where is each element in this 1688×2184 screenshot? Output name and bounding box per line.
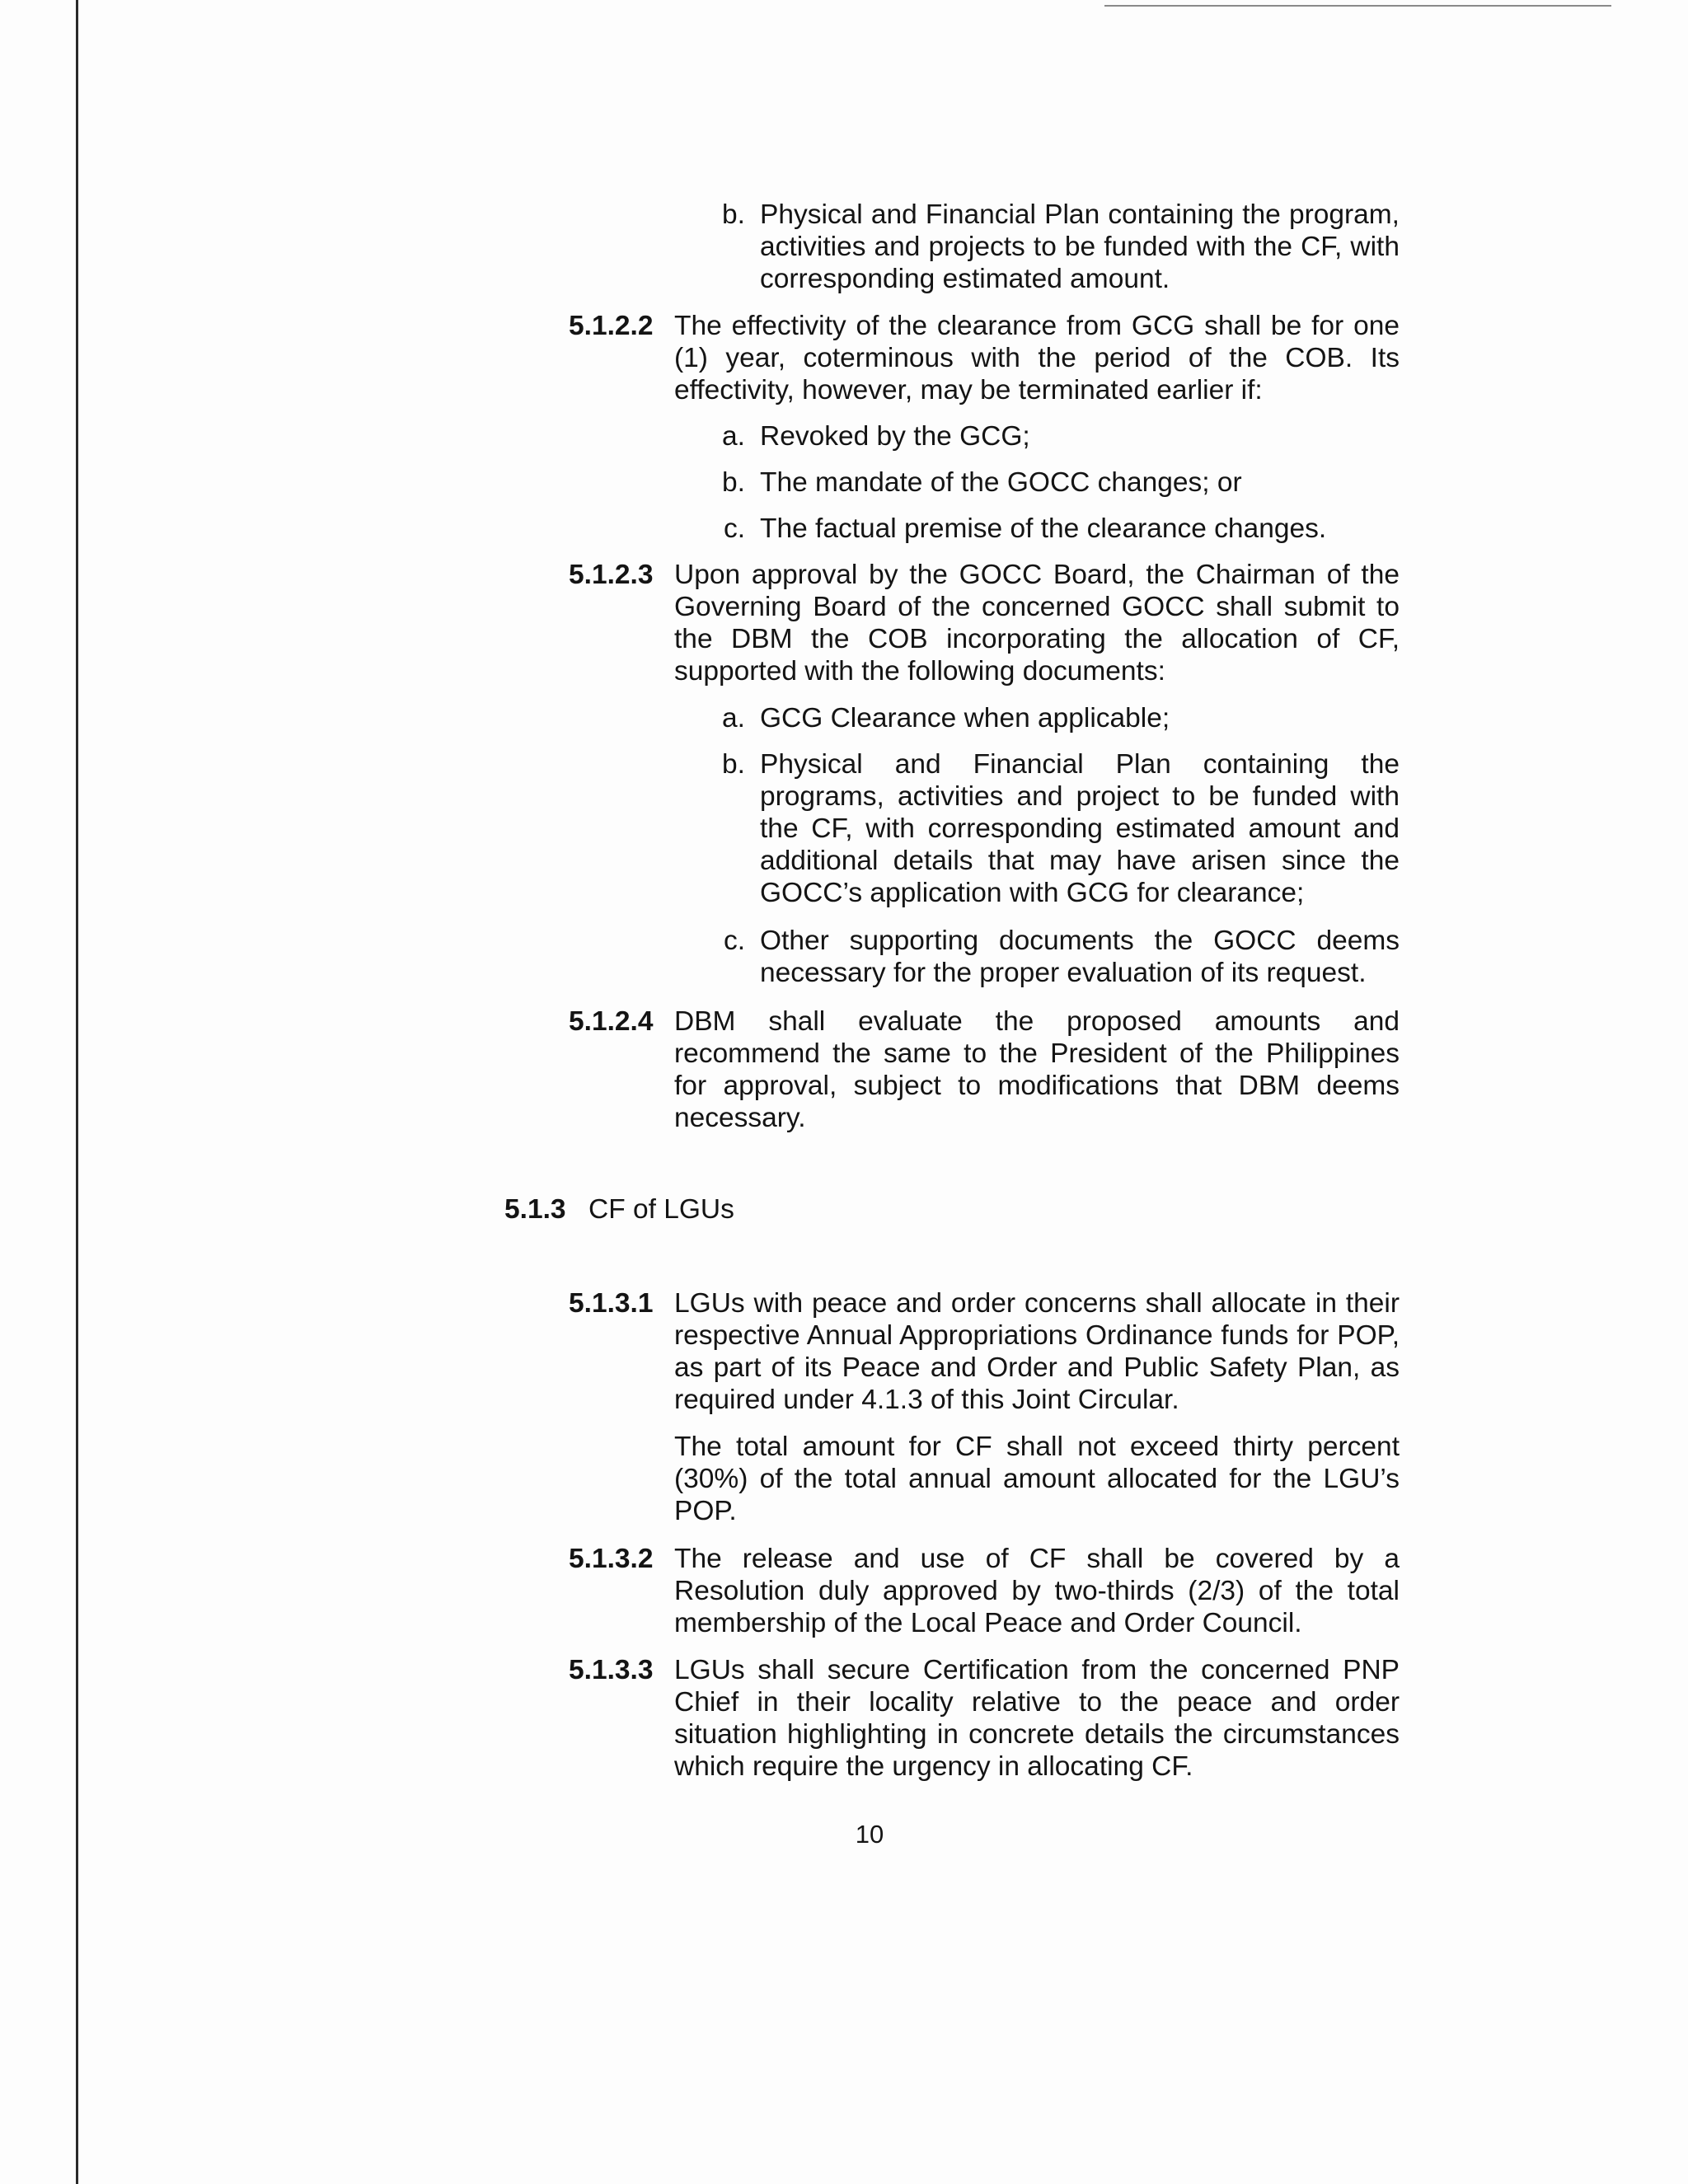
list-marker: b. [722, 467, 745, 498]
subsection-number: 5.1.3 [504, 1194, 566, 1225]
list-marker: b. [722, 199, 745, 230]
list-marker: a. [722, 421, 745, 452]
section-number: 5.1.3.1 [569, 1288, 654, 1319]
list-item-text: Physical and Financial Plan containing the programs, activities and project to be funded with the CF, with corresponding estimated amount and additional details that may have arisen since the GOCC’s application with GCG for clearance; [760, 749, 1400, 908]
list-item-text: Other supporting documents the GOCC deems necessary for the proper evaluation of its request. [760, 926, 1400, 988]
section-text: LGUs shall secure Certification from the concerned PNP Chief in their locality relative to the peace and order situation highlighting in concrete details the circumstances which require the urgency in allocating CF. [674, 1655, 1400, 1782]
list-marker: a. [722, 703, 745, 733]
section-text: LGUs with peace and order concerns shall allocate in their respective Annual Appropriations Ordinance funds for POP, as part of its Peace and Order and Public Safety Plan, as required under 4.1.3 of this Joint Circular. [674, 1288, 1400, 1415]
scan-edge-left [76, 0, 78, 2184]
page-number: 10 [855, 1820, 884, 1849]
section-number: 5.1.2.3 [569, 560, 654, 590]
list-item-text: The mandate of the GOCC changes; or [760, 467, 1242, 498]
section-text: Upon approval by the GOCC Board, the Chairman of the Governing Board of the concerned GOCC shall submit to the DBM the COB incorporating the allocation of CF, supported with the following documents: [674, 560, 1400, 687]
section-text: The release and use of CF shall be covered by a Resolution duly approved by two-thirds (2/3) of the total membership of the Local Peace and Order Council. [674, 1544, 1400, 1638]
list-item-text: Physical and Financial Plan containing the program, activities and projects to be funded with the CF, with corresponding estimated amount. [760, 199, 1400, 294]
section-text: The effectivity of the clearance from GCG shall be for one (1) year, coterminous with the period of the COB. Its effectivity, however, may be terminated earlier if: [674, 311, 1400, 405]
section-text: DBM shall evaluate the proposed amounts and recommend the same to the President of the Philippines for approval, subject to modifications that DBM deems necessary. [674, 1006, 1400, 1133]
section-paragraph: The total amount for CF shall not exceed thirty percent (30%) of the total annual amount allocated for the LGU’s POP. [674, 1432, 1400, 1526]
list-marker: c. [723, 926, 745, 956]
section-number: 5.1.2.2 [569, 311, 654, 341]
list-item-text: GCG Clearance when applicable; [760, 703, 1170, 733]
section-number: 5.1.3.3 [569, 1655, 654, 1685]
scan-edge-top [1104, 5, 1611, 7]
list-item-text: The factual premise of the clearance changes. [760, 513, 1327, 544]
list-item-text: Revoked by the GCG; [760, 421, 1030, 452]
list-marker: c. [723, 513, 745, 544]
subsection-title: CF of LGUs [588, 1194, 734, 1225]
section-number: 5.1.3.2 [569, 1544, 654, 1574]
list-marker: b. [722, 749, 745, 780]
section-number: 5.1.2.4 [569, 1006, 654, 1037]
